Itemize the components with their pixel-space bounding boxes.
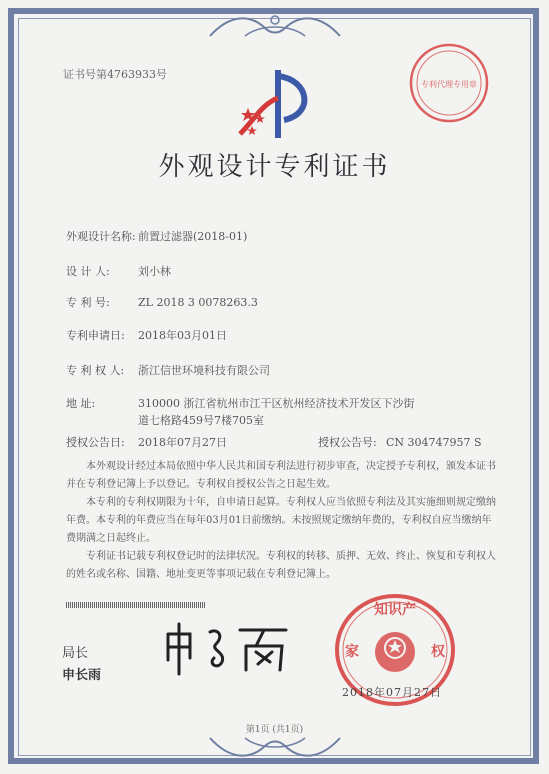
certificate-number: 证书号第4763933号: [63, 68, 167, 81]
field-value: ZL 2018 3 0078263.3: [138, 296, 258, 309]
field-value: 2018年07月27日: [138, 436, 227, 449]
field-announcement-number: [318, 434, 482, 450]
bureau-chief-name: 申长雨: [62, 668, 102, 683]
svg-text:权: 权: [431, 644, 445, 660]
field-patent-number: [66, 294, 258, 310]
field-value: 310000 浙江省杭州市江干区杭州经济技术开发区下沙街: [138, 397, 415, 410]
certificate-body: [66, 458, 496, 584]
field-label: 授权公告号:: [318, 436, 377, 449]
body-paragraph: 本专利的专利权期限为十年，自申请日起算。专利权人应当依照专利法及其实施细则规定缴纳年费。本专利的年费应当在每年03月01日前缴纳。未按照规定缴纳年费的，专利权自应当缴纳年费期满之日起终止。: [66, 497, 496, 544]
field-value: CN 304747957 S: [386, 436, 482, 449]
seal-date: 2018年07月27日: [342, 686, 442, 699]
field-announcement-date: [66, 434, 227, 450]
field-design-name: [66, 228, 247, 244]
field-label: 专利申请日:: [66, 329, 125, 342]
svg-text:家: 家: [345, 644, 359, 660]
field-address-line2: [138, 412, 264, 428]
field-label: 授权公告日:: [66, 436, 125, 449]
field-value: 2018年03月01日: [138, 329, 227, 342]
field-address: [66, 395, 415, 411]
handwritten-signature: [160, 620, 300, 676]
page-number: 第1页 (共1页): [245, 725, 304, 735]
field-patentee: [66, 362, 270, 378]
bottom-ornament: [205, 730, 345, 764]
field-label: 外观设计名称:: [66, 230, 136, 243]
field-application-date: [66, 327, 227, 343]
agency-seal-stamp: [408, 42, 490, 124]
field-designer: [66, 263, 171, 279]
svg-text:知识产: 知识产: [374, 602, 416, 618]
field-value: 道七格路459号7楼705室: [138, 414, 264, 427]
barcode-stripe: [66, 602, 206, 608]
field-value: 刘小林: [138, 265, 171, 278]
field-value: 浙江信世环境科技有限公司: [138, 364, 270, 377]
field-value: 前置过滤器(2018-01): [138, 230, 248, 243]
bureau-chief-label: 局长: [62, 646, 89, 661]
body-paragraph: 专利证书记载专利权登记时的法律状况。专利权的转移、质押、无效、终止、恢复和专利权人的姓名或名称、国籍、地址变更等事项记载在专利登记簿上。: [66, 551, 496, 580]
body-paragraph: 本外观设计经过本局依照中华人民共和国专利法进行初步审查，决定授予专利权，颁发本证书并在专利登记簿上予以登记。专利权自授权公告之日起生效。: [66, 461, 496, 490]
top-ornament: [205, 10, 345, 44]
field-label: 地 址:: [66, 397, 96, 410]
field-label: 专 利 权 人:: [66, 364, 125, 377]
field-label: 专 利 号:: [66, 296, 110, 309]
certificate-title: 外观设计专利证书: [158, 152, 391, 182]
svg-text:专利代理专用章: 专利代理专用章: [421, 80, 477, 89]
patent-office-logo-icon: [232, 68, 324, 140]
field-label: 设 计 人:: [66, 265, 110, 278]
